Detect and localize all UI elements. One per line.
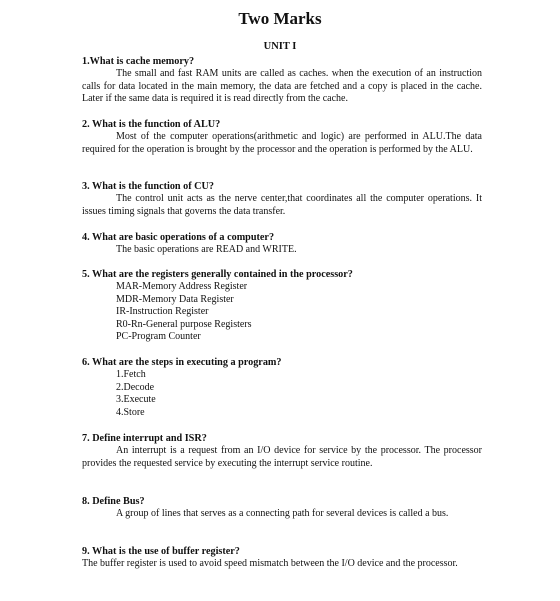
- answer-text: The control unit acts as the nerve center,that coordinates all the computer operations. It issues timing signals that governs the data transfer.: [82, 193, 482, 217]
- list-item: MAR-Memory Address Register: [116, 281, 248, 293]
- question-heading: 9. What is the use of buffer register?: [82, 546, 240, 557]
- list-item: MDR-Memory Data Register: [116, 293, 234, 305]
- list-item: 1.Fetch: [116, 369, 146, 381]
- answer-text: A group of lines that serves as a connecting path for several devices is called a bus.: [116, 508, 449, 520]
- document-title: Two Marks: [238, 9, 322, 28]
- steps-list: [82, 369, 482, 419]
- qa-block-9: [82, 546, 482, 571]
- qa-block-6: [82, 357, 482, 419]
- question-heading: 8. Define Bus?: [82, 496, 145, 507]
- list-item: IR-Instruction Register: [116, 306, 209, 318]
- qa-block-1: [82, 56, 482, 106]
- answer-text: An interrupt is a request from an I/O device for service by the processor. The processor provides the requested service by executing the interrupt service routine.: [82, 445, 482, 469]
- answer-text: The buffer register is used to avoid speed mismatch between the I/O device and the processor.: [82, 558, 458, 570]
- question-heading: 7. Define interrupt and ISR?: [82, 433, 207, 444]
- list-item: 2.Decode: [116, 381, 155, 393]
- question-heading: 2. What is the function of ALU?: [82, 119, 221, 130]
- question-heading: 5. What are the registers generally contained in the processor?: [82, 269, 353, 280]
- qa-block-2: [82, 119, 482, 156]
- answer-text: Most of the computer operations(arithmetic and logic) are performed in ALU.The data required for the operation is brought by the processor and the operation is performed by the ALU.: [82, 131, 482, 155]
- list-item: 4.Store: [116, 406, 145, 418]
- answer-text: The basic operations are READ and WRITE.: [116, 244, 297, 256]
- question-heading: 3. What is the function of CU?: [82, 181, 214, 192]
- unit-heading: UNIT I: [263, 41, 297, 52]
- list-item: R0-Rn-General purpose Registers: [116, 318, 252, 330]
- qa-block-7: [82, 433, 482, 470]
- qa-block-5: [82, 269, 482, 343]
- answer-text: The small and fast RAM units are called as caches. when the execution of an instruction calls for data located in the main memory, the data are fetched and a copy is placed in the cache. Later if the same data is required it is read directly from the cache.: [82, 68, 482, 105]
- question-heading: 6. What are the steps in executing a program?: [82, 357, 282, 368]
- question-heading: 1.What is cache memory?: [82, 56, 195, 67]
- list-item: PC-Program Counter: [116, 331, 201, 343]
- question-heading: 4. What are basic operations of a computer?: [82, 232, 275, 243]
- register-list: [82, 281, 482, 343]
- qa-block-3: [82, 181, 482, 218]
- qa-block-8: [82, 496, 482, 521]
- list-item: 3.Execute: [116, 394, 156, 406]
- qa-block-4: [82, 232, 482, 257]
